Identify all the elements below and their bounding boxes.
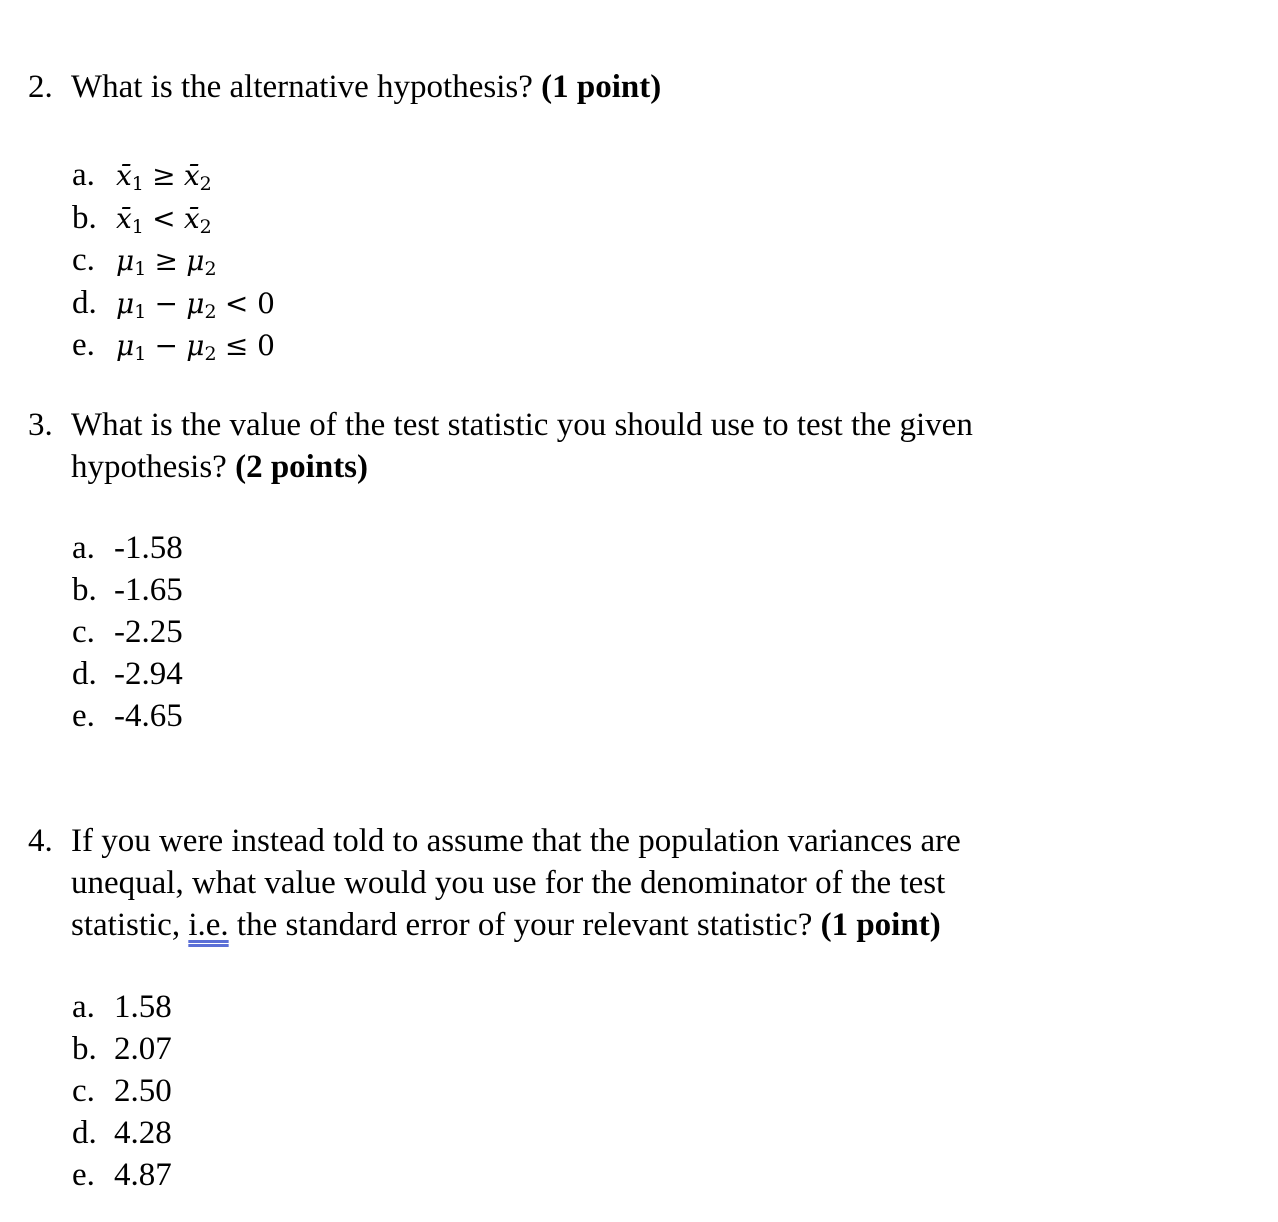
option-value: -4.65 <box>114 698 183 734</box>
math-sub: 1 <box>134 300 147 323</box>
option-a <box>72 527 183 569</box>
option-c <box>72 611 183 653</box>
option-letter: c. <box>72 1073 95 1109</box>
math-var: x̄ <box>183 159 200 192</box>
math-var: μ <box>186 244 205 277</box>
math-var: μ <box>116 286 135 320</box>
points-label: (1 point) <box>541 69 662 105</box>
option-c <box>72 239 275 282</box>
question-line-3-start: statistic, <box>71 907 181 943</box>
math-var: μ <box>186 286 205 320</box>
option-b <box>72 569 183 611</box>
math-sub: 1 <box>134 343 147 365</box>
points-label: (2 points) <box>235 449 369 485</box>
option-b <box>72 197 275 240</box>
option-letter: e. <box>72 1157 95 1193</box>
option-letter: c. <box>72 614 95 650</box>
math-operator: − <box>154 329 179 362</box>
math-sub: 1 <box>134 258 147 280</box>
math-operator: − <box>154 286 179 320</box>
question-text <box>71 820 1128 946</box>
question-line-1: What is the value of the test statistic you should use to test the given <box>71 407 973 443</box>
option-d <box>72 282 275 325</box>
option-e <box>72 1154 172 1196</box>
question-number: 3. <box>28 407 53 443</box>
option-letter: a. <box>72 157 95 193</box>
option-e <box>72 324 275 367</box>
option-letter: e. <box>72 327 95 363</box>
option-d <box>72 653 183 695</box>
ie-abbreviation: i.e. <box>188 907 229 943</box>
option-b <box>72 1028 172 1070</box>
option-value: -2.25 <box>114 614 183 650</box>
question-line-2: hypothesis? <box>71 449 227 485</box>
q3-options <box>72 527 183 737</box>
question-text <box>71 66 1128 108</box>
option-value: -1.58 <box>114 530 183 566</box>
question-line-3-end: the standard error of your relevant statistic? <box>236 907 813 943</box>
math-var: μ <box>186 329 205 362</box>
option-letter: d. <box>72 656 97 692</box>
option-letter: c. <box>72 242 95 278</box>
option-letter: e. <box>72 698 95 734</box>
math-sub: 2 <box>199 173 212 195</box>
math-operator: ≥ <box>154 244 179 277</box>
option-c <box>72 1070 172 1112</box>
math-var: x̄ <box>116 201 132 235</box>
math-sub: 2 <box>199 215 212 238</box>
math-sub: 2 <box>204 300 217 323</box>
math-var: μ <box>116 244 135 277</box>
option-value: -1.65 <box>114 572 183 608</box>
question-text <box>71 404 1128 488</box>
option-d <box>72 1112 172 1154</box>
question-line-1: If you were instead told to assume that the population variances are <box>71 823 961 859</box>
option-letter: b. <box>72 1031 97 1067</box>
math-rest: ≤ 0 <box>224 329 275 362</box>
question-line-2: unequal, what value would you use for the denominator of the test <box>71 865 946 901</box>
option-value: 4.28 <box>114 1115 172 1151</box>
option-letter: d. <box>72 1115 97 1151</box>
question-4 <box>28 820 1128 946</box>
option-letter: d. <box>72 284 97 321</box>
math-operator: < <box>152 201 176 235</box>
option-letter: a. <box>72 530 95 566</box>
option-value: -2.94 <box>114 656 183 692</box>
option-value: 2.50 <box>114 1073 172 1109</box>
math-rest: < 0 <box>224 286 275 320</box>
math-var: x̄ <box>116 159 132 192</box>
math-operator: ≥ <box>152 159 176 192</box>
option-letter: b. <box>72 199 97 236</box>
math-sub: 2 <box>204 258 217 280</box>
option-e <box>72 695 183 737</box>
option-a <box>72 986 172 1028</box>
q4-options <box>72 986 172 1196</box>
math-var: μ <box>116 329 135 362</box>
option-value: 2.07 <box>114 1031 172 1067</box>
option-letter: a. <box>72 989 95 1025</box>
question-3 <box>28 404 1128 488</box>
points-label: (1 point) <box>820 907 941 943</box>
option-value: 1.58 <box>114 989 172 1025</box>
question-2 <box>28 66 1128 108</box>
math-sub: 1 <box>131 173 144 195</box>
math-var: x̄ <box>183 201 200 235</box>
question-number: 2. <box>28 69 53 105</box>
math-sub: 1 <box>131 215 144 238</box>
question-prompt: What is the alternative hypothesis? <box>71 69 533 105</box>
question-number: 4. <box>28 823 53 859</box>
option-letter: b. <box>72 572 97 608</box>
option-a <box>72 154 275 197</box>
math-sub: 2 <box>204 343 217 365</box>
option-value: 4.87 <box>114 1157 172 1193</box>
q2-options <box>72 154 275 367</box>
